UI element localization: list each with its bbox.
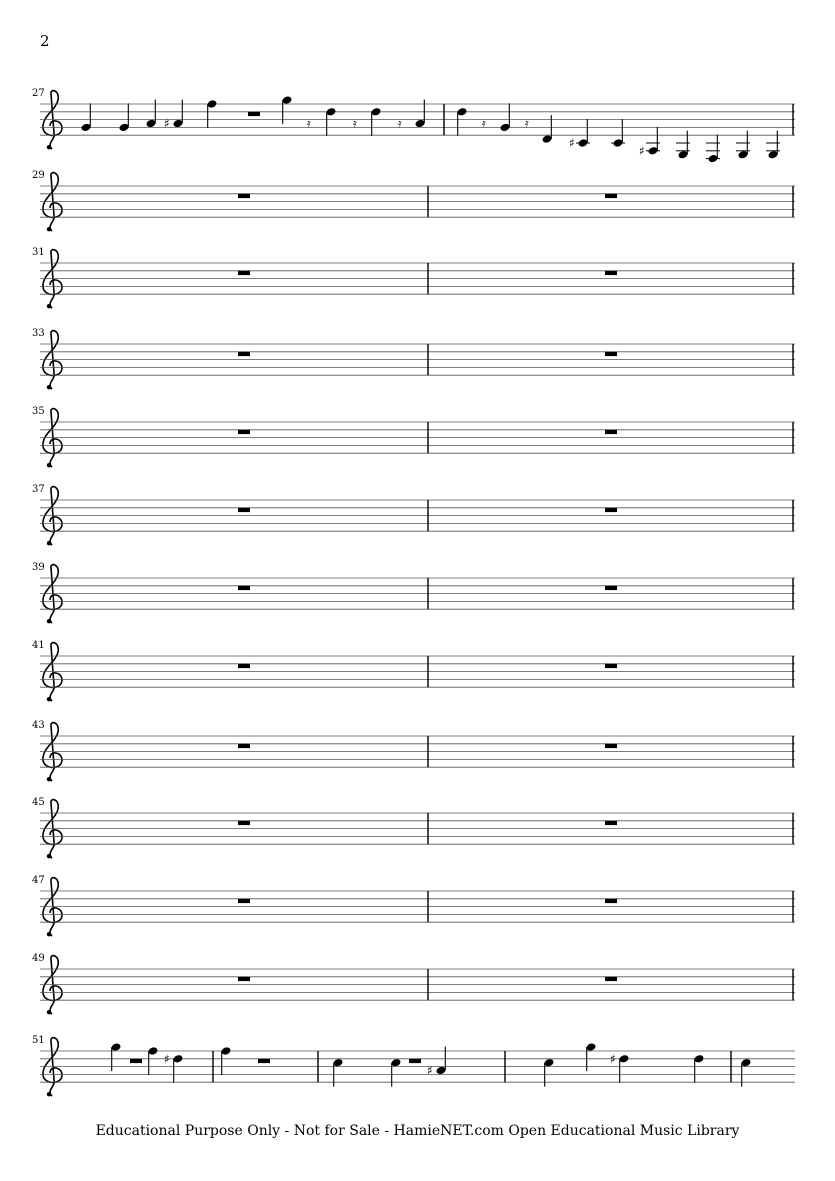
- sixteenth-rest-icon: 𝄿: [525, 116, 529, 131]
- sharp-icon: ♯: [427, 1063, 433, 1078]
- whole-rest-icon: [130, 1059, 142, 1063]
- whole-rest-icon: [409, 1059, 421, 1063]
- treble-clef-icon: [43, 1038, 62, 1097]
- sharp-icon: ♯: [569, 136, 575, 150]
- measure-number: 33: [32, 328, 45, 339]
- sixteenth-rest-icon: 𝄿: [307, 116, 311, 131]
- measure-number: 35: [32, 406, 45, 417]
- measure-number: 31: [32, 247, 45, 258]
- sixteenth-rest-icon: 𝄿: [398, 116, 402, 131]
- measure-number: 39: [32, 562, 45, 573]
- sharp-icon: ♯: [639, 143, 645, 158]
- sharp-icon: ♯: [164, 116, 170, 131]
- whole-rest-icon: [258, 1059, 270, 1063]
- sharp-icon: ♯: [610, 1051, 616, 1066]
- measure-number: 27: [32, 88, 45, 99]
- footer-text: Educational Purpose Only - Not for Sale - HamieNET.com Open Educational Music Library: [95, 1123, 740, 1139]
- measure-number: 47: [32, 875, 45, 886]
- measure-number: 51: [32, 1035, 45, 1046]
- page-number: 2: [40, 32, 50, 50]
- measure-number: 29: [32, 170, 45, 181]
- note: [610, 1052, 629, 1083]
- staff-lines: [40, 1051, 795, 1082]
- sharp-icon: ♯: [164, 1051, 170, 1066]
- note: [164, 1052, 183, 1083]
- measure-number: 41: [32, 640, 45, 651]
- sixteenth-rest-icon: 𝄿: [482, 116, 486, 131]
- measure-number: 37: [32, 484, 45, 495]
- note: [694, 1054, 705, 1083]
- note: [148, 1046, 159, 1075]
- measure-number: 45: [32, 797, 45, 808]
- note: [221, 1046, 232, 1075]
- measure-number: 49: [32, 953, 45, 964]
- sixteenth-rest-icon: 𝄿: [353, 116, 357, 131]
- measure-number: 43: [32, 720, 45, 731]
